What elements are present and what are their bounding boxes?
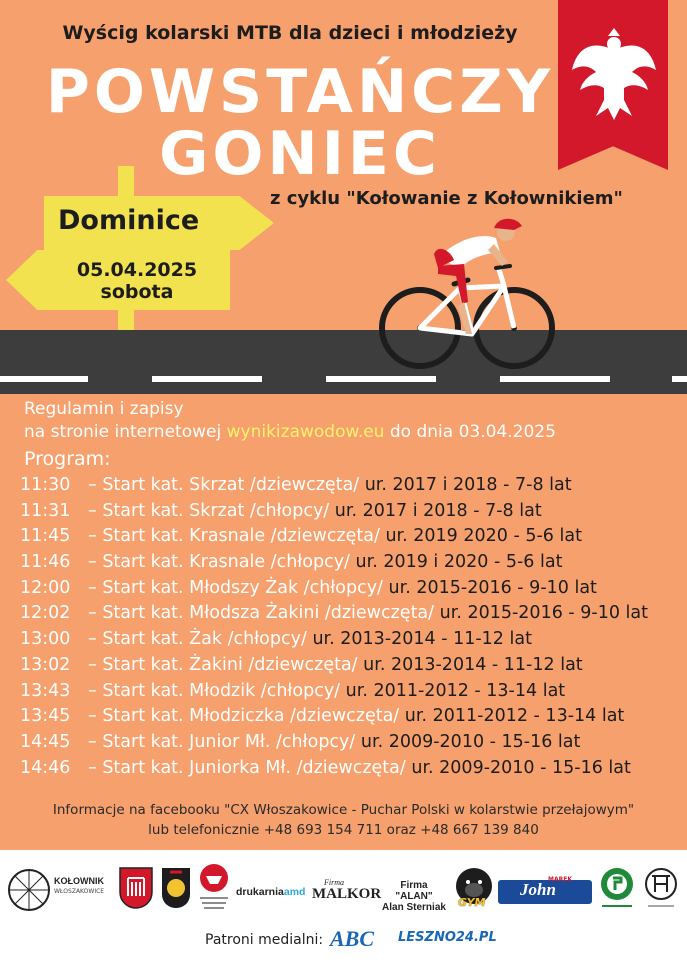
- sponsor-alan: [382, 880, 446, 913]
- program-row: [20, 524, 687, 550]
- media-patron-abc: ABC: [330, 926, 375, 951]
- program-time: 14:45: [20, 731, 71, 752]
- program-years: ur. 2011-2012 - 13-14 lat: [345, 680, 566, 701]
- road: [0, 330, 687, 394]
- event-date-block: [62, 260, 212, 304]
- program-row: [20, 499, 687, 525]
- event-title-line2: GONIEC: [159, 119, 441, 189]
- program-time: 11:45: [20, 526, 71, 547]
- program-time: 11:31: [20, 500, 71, 521]
- bicycle-wheel-logo-icon: [6, 866, 52, 914]
- media-patron-leszno24: LESZNO24.PL: [398, 930, 497, 945]
- contact-phone: lub telefonicznie +48 693 154 711 oraz +48 667 139 840: [148, 822, 539, 838]
- program-category: – Start kat. Krasnale /dziewczęta/: [88, 526, 380, 547]
- sponsor-drukarnia-name: drukarnia: [236, 886, 284, 898]
- sponsor-alan-line2: Alan Sterniak: [382, 902, 446, 913]
- registration-website-link[interactable]: wynikizawodow.eu: [226, 422, 385, 442]
- program-time: 14:46: [20, 757, 71, 778]
- program-years: ur. 2019 i 2020 - 5-6 lat: [355, 552, 563, 573]
- program-time: 13:00: [20, 629, 71, 650]
- registration-details: [24, 421, 556, 444]
- white-eagle-icon: [568, 26, 660, 122]
- sponsor-gym: GYM: [458, 896, 486, 909]
- event-place: Dominice: [58, 205, 200, 236]
- program-row: [20, 473, 687, 499]
- program-years: ur. 2017 i 2018 - 7-8 lat: [364, 475, 572, 495]
- lane-marking: [152, 376, 262, 382]
- program-category: – Start kat. Żakini /dziewczęta/: [88, 654, 358, 675]
- program-category: – Start kat. Młodszy Żak /chłopcy/: [88, 577, 383, 598]
- program-years: ur. 2013-2014 - 11-12 lat: [312, 629, 532, 650]
- registration-title: Regulamin i zapisy: [24, 399, 184, 419]
- sponsor-kolownik-sub: WŁOSZAKOWICE: [54, 888, 105, 895]
- sponsor-john-top: MAREK: [548, 876, 572, 883]
- program-time: 13:02: [20, 654, 71, 675]
- cyclist-icon: [376, 210, 562, 374]
- program-category: – Start kat. Skrzat /dziewczęta/: [88, 475, 360, 495]
- program-time: 12:00: [20, 577, 71, 598]
- program-category: – Start kat. Juniorka Mł. /dziewczęta/: [88, 757, 406, 778]
- lane-marking: [326, 376, 436, 382]
- program-years: ur. 2019 2020 - 5-6 lat: [385, 526, 582, 547]
- program-years: ur. 2009-2010 - 15-16 lat: [360, 731, 581, 752]
- program-time: 11:46: [20, 552, 71, 573]
- event-date: 05.04.2025: [76, 259, 198, 281]
- program-time: 13:45: [20, 706, 71, 727]
- program-row: [20, 756, 687, 782]
- program-years: ur. 2011-2012 - 13-14 lat: [404, 706, 625, 727]
- sponsor-kolownik: KOŁOWNIK: [54, 876, 104, 886]
- program-category: – Start kat. Żak /chłopcy/: [88, 629, 307, 650]
- coat-of-arms-icon: [118, 866, 154, 910]
- program-time: 12:02: [20, 603, 71, 624]
- program-category: – Start kat. Skrzat /chłopcy/: [88, 500, 330, 521]
- event-title-line1: POWSTAŃCZY: [45, 57, 555, 127]
- program-years: ur. 2017 i 2018 - 7-8 lat: [334, 500, 542, 521]
- program-category: – Start kat. Krasnale /chłopcy/: [88, 552, 350, 573]
- lane-marking: [500, 376, 610, 382]
- seed-company-icon: [598, 866, 636, 912]
- registration-info: [24, 398, 556, 444]
- program-category: – Start kat. Młodzik /chłopcy/: [88, 680, 341, 701]
- program-years: ur. 2015-2016 - 9-10 lat: [439, 603, 648, 624]
- sports-association-icon: [196, 862, 232, 912]
- sponsor-drukarnia-suffix: amd: [283, 886, 306, 898]
- program-row: [20, 704, 687, 730]
- media-patrons-label: Patroni medialni:: [205, 932, 324, 948]
- contact-facebook: Informacje na facebooku "CX Włoszakowice - Puchar Polski w kolarstwie przełajowym": [52, 802, 635, 818]
- program-row: [20, 679, 687, 705]
- program-years: ur. 2013-2014 - 11-12 lat: [363, 654, 583, 675]
- program-row: [20, 550, 687, 576]
- hotel-logo-icon: [642, 866, 680, 912]
- program-list: [20, 473, 687, 781]
- program-heading: Program:: [24, 448, 111, 470]
- lane-marking: [672, 376, 687, 382]
- registration-deadline: do dnia 03.04.2025: [389, 422, 556, 442]
- program-category: – Start kat. Młodziczka /dziewczęta/: [88, 706, 400, 727]
- program-category: – Start kat. Junior Mł. /chłopcy/: [88, 731, 356, 752]
- club-crest-icon: [160, 866, 192, 910]
- program-category: – Start kat. Młodsza Żakini /dziewczęta/: [88, 603, 435, 624]
- program-time: 11:30: [20, 475, 71, 495]
- registration-prefix: na stronie internetowej: [24, 422, 222, 442]
- sponsor-alan-line1: Firma "ALAN": [395, 880, 433, 902]
- program-time: 13:43: [20, 680, 71, 701]
- program-row: [20, 576, 687, 602]
- program-years: ur. 2009-2010 - 15-16 lat: [411, 757, 631, 778]
- sponsor-john: John: [520, 880, 556, 899]
- lane-marking: [0, 376, 88, 382]
- program-years: ur. 2015-2016 - 9-10 lat: [388, 577, 597, 598]
- sponsor-drukarnia: [236, 886, 305, 898]
- event-cycle: z cyklu "Kołowanie z Kołownikiem": [270, 188, 623, 209]
- program-row: [20, 627, 687, 653]
- event-weekday: sobota: [100, 280, 174, 303]
- sponsor-malkor: MALKOR: [312, 886, 382, 902]
- event-subtitle: Wyścig kolarski MTB dla dzieci i młodzieży: [62, 22, 518, 44]
- contact-info: [0, 800, 687, 840]
- sponsor-malkor-top: Firma: [324, 878, 344, 887]
- program-row: [20, 653, 687, 679]
- program-row: [20, 601, 687, 627]
- program-row: [20, 730, 687, 756]
